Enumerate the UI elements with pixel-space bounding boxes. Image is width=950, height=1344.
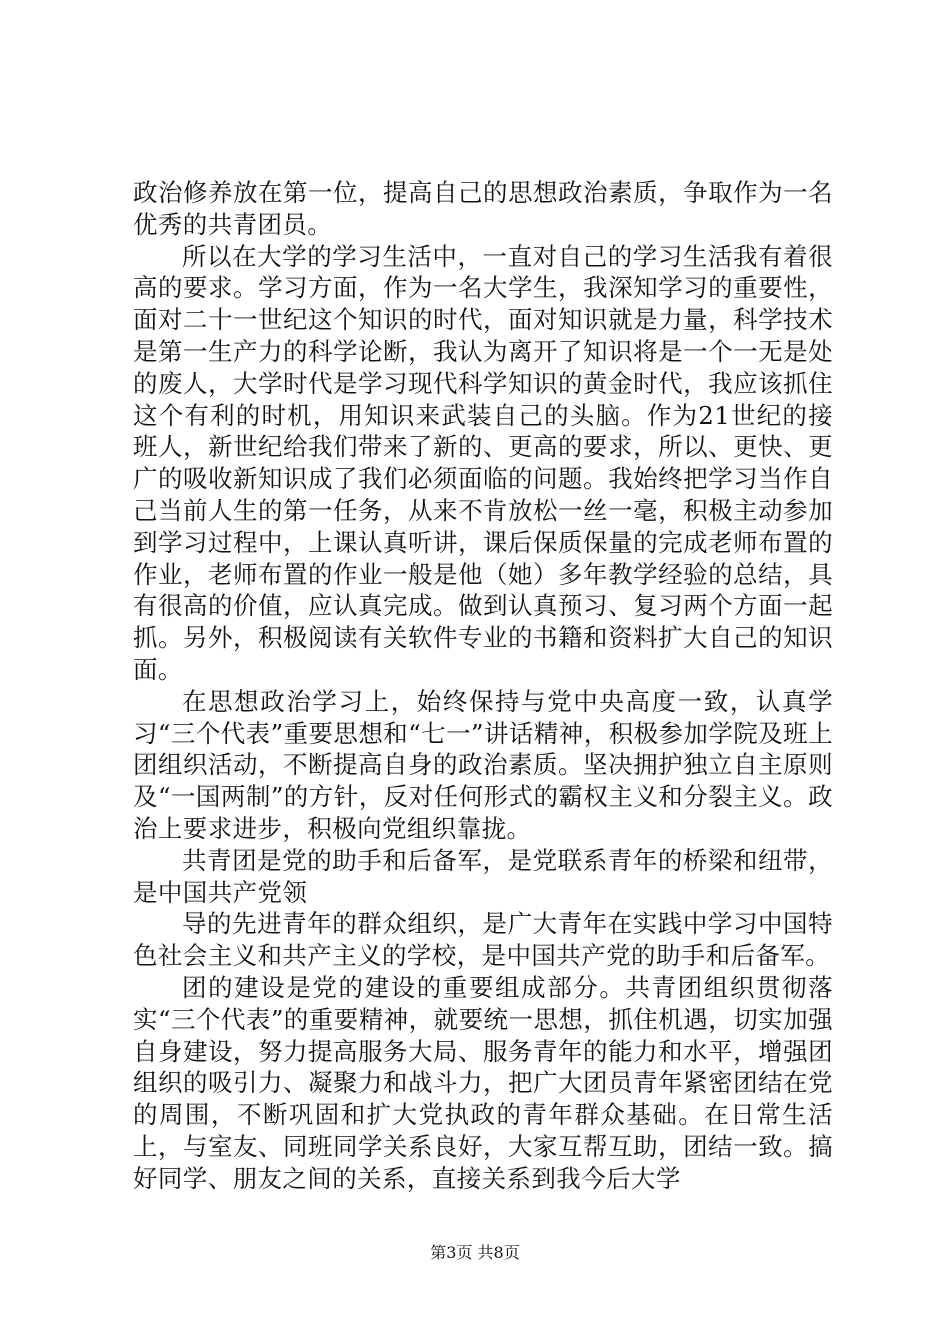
paragraph-3: 在思想政治学习上，始终保持与党中央高度一致，认真学习“三个代表”重要思想和“七一”讲话精神，积极参加学院及班上团组织活动，不断提高自身的政治素质。坚决拥护独立自主原则及“一国两制”的方针，反对任何形式的霸权主义和分裂主义。政治上要求进步，积极向党组织靠拢。 <box>133 686 833 843</box>
paragraph-4: 共青团是党的助手和后备军，是党联系青年的桥梁和纽带，是中国共产党领 <box>133 845 833 907</box>
paragraph-2: 所以在大学的学习生活中，一直对自己的学习生活我有着很高的要求。学习方面，作为一名大学生，我深知学习的重要性，面对二十一世纪这个知识的时代，面对知识就是力量，科学技术是第一生产力的科学论断，我认为离开了知识将是一个一无是处的废人，大学时代是学习现代科学知识的黄金时代，我应该抓住这个有利的时机，用知识来武装自己的头脑。作为21世纪的接班人，新世纪给我们带来了新的、更高的要求，所以、更快、更广的吸收新知识成了我们必须面临的问题。我始终把学习当作自己当前人生的第一任务，从来不肯放松一丝一毫，积极主动参加到学习过程中，上课认真听讲，课后保质保量的完成老师布置的作业，老师布置的作业一般是他（她）多年教学经验的总结，具有很高的价值，应认真完成。做到认真预习、复习两个方面一起抓。另外，积极阅读有关软件专业的书籍和资料扩大自己的知识面。 <box>133 241 833 684</box>
page-number-footer: 第3页 共8页 <box>430 1243 520 1262</box>
document-body <box>133 177 833 1195</box>
paragraph-1: 政治修养放在第一位，提高自己的思想政治素质，争取作为一名优秀的共青团员。 <box>133 178 833 239</box>
paragraph-6: 团的建设是党的建设的重要组成部分。共青团组织贯彻落实“三个代表”的重要精神，就要统一思想，抓住机遇，切实加强自身建设，努力提高服务大局、服务青年的能力和水平，增强团组织的吸引力、凝聚力和战斗力，把广大团员青年紧密团结在党的周围，不断巩固和扩大党执政的青年群众基础。在日常生活上，与室友、同班同学关系良好，大家互帮互助，团结一致。搞好同学、朋友之间的关系，直接关系到我今后大学 <box>133 972 833 1193</box>
paragraph-5: 导的先进青年的群众组织，是广大青年在实践中学习中国特色社会主义和共产主义的学校，是中国共产党的助手和后备军。 <box>133 909 833 971</box>
